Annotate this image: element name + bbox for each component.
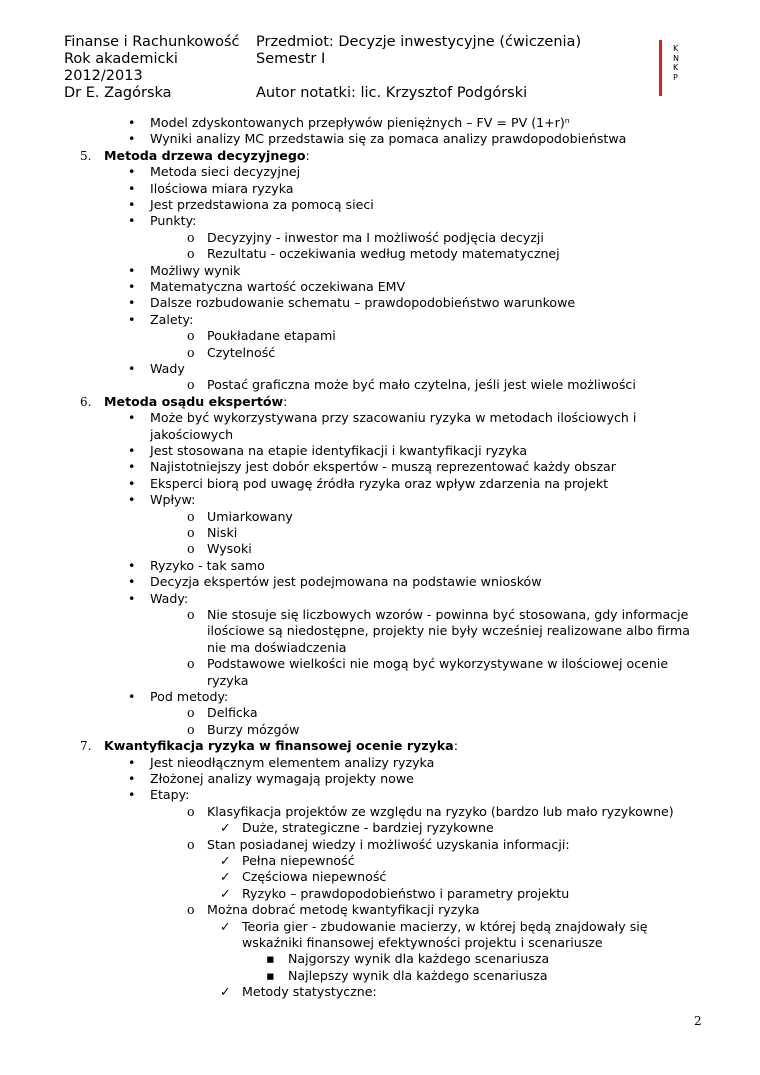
list-item xyxy=(150,131,626,147)
item-text: ilościowe są niedostępne, projekty nie były wcześniej realizowane albo firma xyxy=(207,623,690,638)
list-item xyxy=(150,115,570,131)
list-item xyxy=(207,804,674,820)
bullet-marker: • xyxy=(128,558,136,573)
bullet-marker: • xyxy=(128,295,136,310)
check-bullet-marker: ✓ xyxy=(220,984,231,999)
header-semester: Semestr I xyxy=(256,51,326,67)
list-item xyxy=(207,607,688,623)
item-text: Wpływ: xyxy=(150,492,196,507)
item-text: Metody statystyczne: xyxy=(242,984,377,999)
list-item xyxy=(242,853,355,869)
header-right xyxy=(256,34,581,102)
list-item xyxy=(242,935,603,951)
list-item xyxy=(150,689,228,705)
section-title: Metoda drzewa decyzyjnego xyxy=(104,148,306,163)
list-item xyxy=(207,623,690,639)
list-item xyxy=(150,312,193,328)
list-item xyxy=(150,492,195,508)
list-item xyxy=(150,279,405,295)
item-text: Najistotniejszy jest dobór ekspertów - muszą reprezentować każdy obszar xyxy=(150,459,616,474)
item-text: Postać graficzna może być mało czytelna, jeśli jest wiele możliwości xyxy=(207,377,636,392)
header-year: 2012/2013 xyxy=(64,68,143,84)
list-item xyxy=(150,574,542,590)
list-item xyxy=(150,181,294,197)
list-item xyxy=(207,722,299,738)
sub-bullet-marker: o xyxy=(187,804,195,819)
check-bullet-marker: ✓ xyxy=(220,886,231,901)
item-text: Etapy: xyxy=(150,787,190,802)
item-text: wskaźniki finansowej efektywności projektu i scenariusze xyxy=(242,935,603,950)
check-bullet-marker: ✓ xyxy=(220,853,231,868)
sub-bullet-marker: o xyxy=(187,230,195,245)
list-item xyxy=(150,476,608,492)
list-item xyxy=(242,820,494,836)
item-text: Wyniki analizy MC przedstawia się za pomaca analizy prawdopodobieństwa xyxy=(150,131,627,146)
item-text: Rezultatu - oczekiwania według metody matematycznej xyxy=(207,246,560,261)
list-item xyxy=(150,361,185,377)
square-bullet-marker: ▪ xyxy=(266,968,275,983)
list-item xyxy=(288,968,548,984)
item-text: Burzy mózgów xyxy=(207,722,300,737)
item-text: jakościowych xyxy=(150,427,234,442)
item-text: Najgorszy wynik dla każdego scenariusza xyxy=(288,951,550,966)
logo-letter: K xyxy=(673,63,679,73)
list-item xyxy=(150,443,527,459)
list-item xyxy=(207,837,570,853)
list-item xyxy=(150,591,188,607)
list-item xyxy=(207,541,252,557)
bullet-marker: • xyxy=(128,312,136,327)
logo-letter: P xyxy=(673,72,678,82)
section-title: Metoda osądu ekspertów xyxy=(104,394,284,409)
item-text: Teoria gier - zbudowanie macierzy, w której będą znajdowały się xyxy=(242,919,648,934)
logo-red-bar xyxy=(659,40,662,96)
item-text: Czytelność xyxy=(207,345,276,360)
bullet-marker: • xyxy=(128,279,136,294)
sub-bullet-marker: o xyxy=(187,837,195,852)
bullet-marker: • xyxy=(128,410,136,425)
list-item xyxy=(150,263,240,279)
bullet-marker: • xyxy=(128,213,136,228)
list-item xyxy=(242,869,386,885)
section-number: 6. xyxy=(80,395,92,409)
bullet-marker: • xyxy=(128,787,136,802)
sub-bullet-marker: o xyxy=(187,607,195,622)
logo xyxy=(673,44,679,82)
list-item xyxy=(207,246,560,262)
list-item xyxy=(150,427,233,443)
sub-bullet-marker: o xyxy=(187,525,195,540)
sub-bullet-marker: o xyxy=(187,902,195,917)
bullet-marker: • xyxy=(128,771,136,786)
item-text: Można dobrać metodę kwantyfikacji ryzyka xyxy=(207,902,480,917)
section-number: 5. xyxy=(80,149,92,163)
sub-bullet-marker: o xyxy=(187,656,195,671)
list-item xyxy=(242,919,648,935)
item-text: Delficka xyxy=(207,705,258,720)
item-text: Model zdyskontowanych przepływów pieniężnych – FV = PV (1+r)ⁿ xyxy=(150,115,570,130)
page-number: 2 xyxy=(694,1014,702,1028)
list-item xyxy=(207,705,258,721)
list-item xyxy=(150,197,374,213)
square-bullet-marker: ▪ xyxy=(266,951,275,966)
list-item xyxy=(207,902,480,918)
item-text: Jest nieodłącznym elementem analizy ryzyka xyxy=(150,755,435,770)
item-text: Decyzyjny - inwestor ma I możliwość podjęcia decyzji xyxy=(207,230,544,245)
item-text: Ilościowa miara ryzyka xyxy=(150,181,294,196)
list-item xyxy=(150,410,636,426)
item-text: Najlepszy wynik dla każdego scenariusza xyxy=(288,968,548,983)
item-text: Punkty: xyxy=(150,213,197,228)
logo-letter: K xyxy=(673,44,679,53)
item-text: Ryzyko – prawdopodobieństwo i parametry projektu xyxy=(242,886,570,901)
header-subject: Przedmiot: Decyzje inwestycyjne (ćwiczenia) xyxy=(256,34,582,50)
sub-bullet-marker: o xyxy=(187,509,195,524)
list-item xyxy=(150,771,414,787)
section-number: 7. xyxy=(80,739,92,753)
list-item xyxy=(242,984,377,1000)
item-text: : xyxy=(305,148,310,163)
bullet-marker: • xyxy=(128,443,136,458)
check-bullet-marker: ✓ xyxy=(220,869,231,884)
item-text: Decyzja ekspertów jest podejmowana na podstawie wniosków xyxy=(150,574,542,589)
bullet-marker: • xyxy=(128,361,136,376)
check-bullet-marker: ✓ xyxy=(220,919,231,934)
list-item xyxy=(150,459,616,475)
list-item xyxy=(150,755,434,771)
bullet-marker: • xyxy=(128,164,136,179)
list-item xyxy=(150,787,189,803)
bullet-marker: • xyxy=(128,131,136,146)
bullet-marker: • xyxy=(128,115,136,130)
sub-bullet-marker: o xyxy=(187,328,195,343)
item-text: Wady xyxy=(150,361,185,376)
item-text: Może być wykorzystywana przy szacowaniu ryzyka w metodach ilościowych i xyxy=(150,410,637,425)
sub-bullet-marker: o xyxy=(187,722,195,737)
bullet-marker: • xyxy=(128,476,136,491)
bullet-marker: • xyxy=(128,689,136,704)
sub-bullet-marker: o xyxy=(187,377,195,392)
item-text: Ryzyko - tak samo xyxy=(150,558,265,573)
item-text: Eksperci biorą pod uwagę źródła ryzyka oraz wpływ zdarzenia na projekt xyxy=(150,476,609,491)
bullet-marker: • xyxy=(128,197,136,212)
bullet-marker: • xyxy=(128,755,136,770)
header-author: Autor notatki: lic. Krzysztof Podgórski xyxy=(256,85,528,101)
bullet-marker: • xyxy=(128,591,136,606)
item-text: Wysoki xyxy=(207,541,252,556)
sub-bullet-marker: o xyxy=(187,541,195,556)
list-item xyxy=(150,558,265,574)
bullet-marker: • xyxy=(128,574,136,589)
bullet-marker: • xyxy=(128,263,136,278)
header-blank xyxy=(256,68,581,85)
item-text: Stan posiadanej wiedzy i możliwość uzyskania informacji: xyxy=(207,837,570,852)
item-text: : xyxy=(453,738,458,753)
item-text: Pełna niepewność xyxy=(242,853,355,868)
list-item xyxy=(207,673,248,689)
item-text: Poukładane etapami xyxy=(207,328,336,343)
list-item xyxy=(207,525,237,541)
sub-bullet-marker: o xyxy=(187,705,195,720)
list-item xyxy=(150,164,300,180)
list-item xyxy=(207,328,336,344)
list-item xyxy=(150,213,196,229)
item-text: Matematyczna wartość oczekiwana EMV xyxy=(150,279,406,294)
list-item xyxy=(207,509,293,525)
item-text: Możliwy wynik xyxy=(150,263,241,278)
list-item xyxy=(288,951,549,967)
list-item xyxy=(207,377,636,393)
item-text: nie ma doświadczenia xyxy=(207,640,347,655)
sub-bullet-marker: o xyxy=(187,345,195,360)
item-text: ryzyka xyxy=(207,673,249,688)
item-text: Klasyfikacja projektów ze względu na ryzyko (bardzo lub mało ryzykowne) xyxy=(207,804,674,819)
item-text: Jest stosowana na etapie identyfikacji i kwantyfikacji ryzyka xyxy=(150,443,528,458)
item-text: Umiarkowany xyxy=(207,509,293,524)
item-text: Pod metody: xyxy=(150,689,229,704)
bullet-marker: • xyxy=(128,492,136,507)
logo-letter: N xyxy=(673,53,679,63)
list-item xyxy=(207,640,346,656)
check-bullet-marker: ✓ xyxy=(220,820,231,835)
item-text: Zalety: xyxy=(150,312,194,327)
section-title: Kwantyfikacja ryzyka w finansowej ocenie ryzyka xyxy=(104,738,454,753)
item-text: Wady: xyxy=(150,591,189,606)
list-item xyxy=(207,345,275,361)
section-heading xyxy=(104,148,310,164)
item-text: Częściowa niepewność xyxy=(242,869,387,884)
item-text: Podstawowe wielkości nie mogą być wykorzystywane w ilościowej ocenie xyxy=(207,656,669,671)
item-text: Duże, strategiczne - bardziej ryzykowne xyxy=(242,820,494,835)
item-text: Dalsze rozbudowanie schematu – prawdopodobieństwo warunkowe xyxy=(150,295,576,310)
list-item xyxy=(242,886,569,902)
item-text: Niski xyxy=(207,525,238,540)
bullet-marker: • xyxy=(128,459,136,474)
item-text: : xyxy=(283,394,288,409)
header-field: Finanse i Rachunkowość xyxy=(64,34,240,50)
list-item xyxy=(150,295,575,311)
section-heading xyxy=(104,394,287,410)
header-left xyxy=(64,34,240,102)
item-text: Metoda sieci decyzyjnej xyxy=(150,164,301,179)
section-heading xyxy=(104,738,458,754)
item-text: Nie stosuje się liczbowych wzorów - powinna być stosowana, gdy informacje xyxy=(207,607,689,622)
item-text: Jest przedstawiona za pomocą sieci xyxy=(150,197,374,212)
bullet-marker: • xyxy=(128,181,136,196)
list-item xyxy=(207,656,668,672)
sub-bullet-marker: o xyxy=(187,246,195,261)
item-text: Złożonej analizy wymagają projekty nowe xyxy=(150,771,414,786)
list-item xyxy=(207,230,544,246)
header-lecturer: Dr E. Zagórska xyxy=(64,85,172,101)
header-year-label: Rok akademicki xyxy=(64,51,178,67)
